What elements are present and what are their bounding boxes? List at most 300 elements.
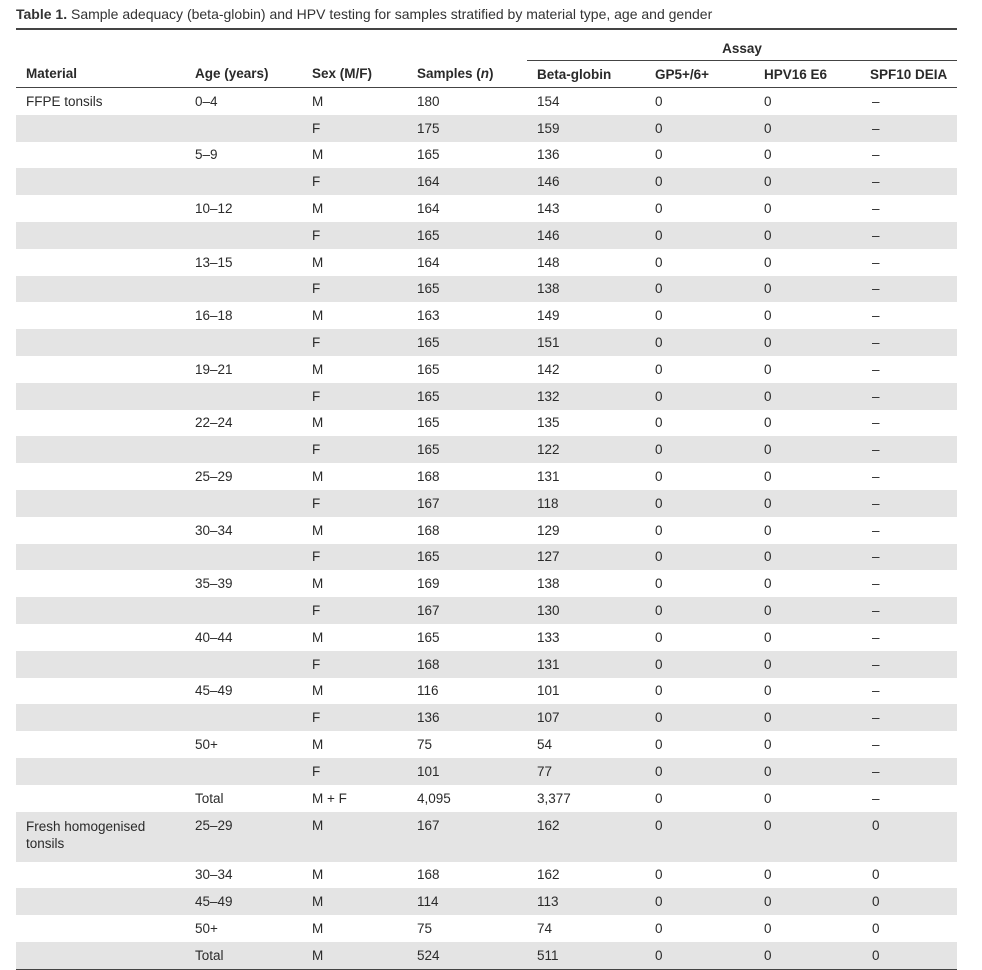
cell-beta-globin: 101 (537, 683, 560, 699)
cell-samples: 175 (407, 115, 527, 142)
table-caption (16, 6, 712, 22)
cell-age (185, 222, 302, 249)
cell-age (185, 490, 302, 517)
cell-spf10-deia: 0 (860, 812, 957, 862)
cell-samples: 169 (417, 576, 440, 592)
table-body (16, 88, 957, 970)
cell-material (16, 463, 185, 490)
cell-material (16, 142, 185, 169)
cell-samples: 165 (417, 415, 440, 431)
cell-beta-globin: 129 (537, 522, 560, 538)
cell-spf10-deia: – (860, 597, 957, 624)
col-header-gp5-6: GP5+/6+ (645, 61, 754, 88)
cell-sex: M (312, 308, 324, 324)
col-header-samples-label: Samples ( (417, 66, 481, 82)
table-row (16, 249, 957, 276)
cell-age: 22–24 (195, 415, 233, 431)
cell-samples: 116 (417, 683, 439, 699)
cell-beta-globin: 77 (527, 758, 645, 785)
cell-samples: 165 (407, 222, 527, 249)
cell-spf10-deia: 0 (860, 888, 957, 915)
cell-beta-globin: 136 (537, 147, 560, 163)
cell-age: Total (185, 942, 302, 969)
table-row (16, 678, 957, 705)
cell-spf10-deia: – (860, 490, 957, 517)
cell-sex: F (302, 329, 407, 356)
cell-gp5-6: 0 (645, 888, 754, 915)
cell-age: 30–34 (195, 522, 233, 538)
cell-sex: F (302, 597, 407, 624)
cell-gp5-6: 0 (645, 115, 754, 142)
table-row (16, 168, 957, 195)
cell-material (16, 624, 185, 651)
cell-spf10-deia: 0 (872, 921, 880, 936)
cell-spf10-deia: – (872, 415, 880, 431)
cell-spf10-deia: – (860, 383, 957, 410)
cell-material (16, 758, 185, 785)
cell-samples: 101 (407, 758, 527, 785)
cell-age (185, 276, 302, 303)
cell-gp5-6: 0 (655, 921, 663, 936)
cell-sex: M (312, 921, 324, 936)
cell-gp5-6: 0 (645, 758, 754, 785)
cell-hpv16-e6: 0 (754, 222, 860, 249)
cell-age: 16–18 (195, 308, 233, 324)
cell-gp5-6: 0 (655, 147, 663, 163)
header-spacer (16, 29, 527, 61)
cell-beta-globin: 130 (527, 597, 645, 624)
table-row (16, 812, 957, 862)
cell-sex: F (302, 115, 407, 142)
col-header-samples-close: ) (489, 66, 494, 82)
cell-sex: M (312, 629, 324, 645)
cell-material (16, 383, 185, 410)
cell-beta-globin: 122 (527, 436, 645, 463)
col-header-samples (407, 61, 527, 88)
table-row (16, 597, 957, 624)
cell-spf10-deia: – (872, 308, 880, 324)
table-row (16, 544, 957, 571)
cell-sex: M (302, 942, 407, 969)
cell-spf10-deia: – (860, 115, 957, 142)
cell-gp5-6: 0 (655, 522, 663, 538)
table-row (16, 356, 957, 383)
cell-samples: 164 (417, 201, 440, 217)
cell-spf10-deia: – (872, 737, 880, 753)
cell-beta-globin: 142 (537, 361, 560, 377)
table-caption-label: Table 1. (16, 6, 68, 22)
cell-sex: M (312, 254, 324, 270)
cell-age (185, 544, 302, 571)
cell-gp5-6: 0 (655, 576, 663, 592)
cell-hpv16-e6: 0 (754, 597, 860, 624)
cell-material (16, 115, 185, 142)
cell-beta-globin: 132 (527, 383, 645, 410)
cell-spf10-deia: – (872, 254, 880, 270)
cell-material (16, 490, 185, 517)
cell-age (185, 436, 302, 463)
cell-age: 5–9 (195, 147, 218, 163)
cell-sex: M (312, 361, 324, 377)
cell-sex: F (302, 436, 407, 463)
cell-age (185, 704, 302, 731)
col-header-material: Material (16, 61, 185, 88)
cell-sex: M (312, 522, 324, 538)
cell-spf10-deia: – (872, 576, 880, 592)
cell-gp5-6: 0 (645, 490, 754, 517)
cell-gp5-6: 0 (645, 544, 754, 571)
cell-sex: M (312, 576, 324, 592)
cell-beta-globin: 118 (527, 490, 645, 517)
cell-hpv16-e6: 0 (764, 737, 772, 753)
cell-hpv16-e6: 0 (754, 651, 860, 678)
cell-age (185, 651, 302, 678)
cell-material: Fresh homogenised tonsils (16, 812, 185, 862)
table-row (16, 276, 957, 303)
cell-samples: 75 (417, 737, 433, 753)
cell-spf10-deia: 0 (872, 867, 880, 883)
cell-hpv16-e6: 0 (754, 812, 860, 862)
cell-spf10-deia: – (872, 683, 880, 699)
cell-age: 25–29 (185, 812, 302, 862)
cell-gp5-6: 0 (655, 790, 663, 806)
cell-samples: 165 (407, 383, 527, 410)
cell-gp5-6: 0 (645, 942, 754, 969)
cell-age: 50+ (195, 737, 218, 753)
cell-hpv16-e6: 0 (754, 329, 860, 356)
cell-gp5-6: 0 (655, 867, 663, 883)
cell-beta-globin: 131 (527, 651, 645, 678)
cell-spf10-deia: – (860, 168, 957, 195)
cell-samples: 165 (417, 629, 440, 645)
cell-age: Total (195, 790, 224, 806)
data-table (16, 28, 957, 970)
cell-gp5-6: 0 (655, 308, 663, 324)
cell-hpv16-e6: 0 (764, 201, 772, 217)
cell-gp5-6: 0 (645, 276, 754, 303)
cell-gp5-6: 0 (655, 415, 663, 431)
cell-sex: M (312, 93, 324, 109)
cell-age (185, 383, 302, 410)
cell-hpv16-e6: 0 (764, 867, 772, 883)
cell-sex: F (302, 758, 407, 785)
cell-age (185, 597, 302, 624)
cell-gp5-6: 0 (645, 651, 754, 678)
cell-sex: M (312, 737, 324, 753)
cell-samples: 167 (407, 597, 527, 624)
cell-hpv16-e6: 0 (764, 683, 772, 699)
cell-age (185, 168, 302, 195)
cell-hpv16-e6: 0 (754, 758, 860, 785)
cell-spf10-deia: – (860, 436, 957, 463)
cell-sex: F (302, 168, 407, 195)
cell-age (185, 758, 302, 785)
cell-hpv16-e6: 0 (754, 544, 860, 571)
cell-hpv16-e6: 0 (764, 93, 772, 109)
cell-hpv16-e6: 0 (764, 415, 772, 431)
cell-hpv16-e6: 0 (754, 436, 860, 463)
cell-gp5-6: 0 (645, 329, 754, 356)
cell-gp5-6: 0 (655, 469, 663, 485)
cell-age: 35–39 (195, 576, 233, 592)
cell-beta-globin: 131 (537, 469, 560, 485)
cell-material: FFPE tonsils (26, 93, 103, 109)
cell-spf10-deia: – (872, 469, 880, 485)
cell-beta-globin: 138 (527, 276, 645, 303)
cell-spf10-deia: – (872, 790, 880, 806)
cell-spf10-deia: 0 (860, 942, 957, 969)
cell-samples: 180 (417, 93, 440, 109)
table-header (16, 29, 957, 88)
cell-age: 0–4 (195, 93, 218, 109)
table-row (16, 195, 957, 222)
cell-gp5-6: 0 (645, 597, 754, 624)
cell-sex: M (312, 683, 324, 699)
cell-samples: 167 (407, 812, 527, 862)
cell-samples: 165 (407, 436, 527, 463)
cell-hpv16-e6: 0 (764, 308, 772, 324)
cell-age: 13–15 (195, 254, 233, 270)
cell-hpv16-e6: 0 (764, 576, 772, 592)
cell-spf10-deia: – (860, 276, 957, 303)
cell-gp5-6: 0 (645, 222, 754, 249)
cell-material (16, 517, 185, 544)
cell-samples: 168 (417, 469, 440, 485)
cell-material (16, 410, 185, 437)
cell-hpv16-e6: 0 (764, 921, 772, 936)
col-header-spf10-deia: SPF10 DEIA (860, 61, 957, 88)
cell-spf10-deia: – (872, 629, 880, 645)
cell-samples: 165 (417, 147, 440, 163)
cell-material (16, 862, 185, 889)
cell-material (16, 597, 185, 624)
cell-material (16, 704, 185, 731)
cell-beta-globin: 162 (537, 867, 560, 883)
col-header-beta-globin: Beta-globin (527, 61, 645, 88)
cell-sex: F (302, 490, 407, 517)
cell-sex: M (302, 812, 407, 862)
cell-age: 45–49 (185, 888, 302, 915)
table-row (16, 862, 957, 889)
cell-spf10-deia: – (860, 704, 957, 731)
cell-beta-globin: 154 (537, 93, 560, 109)
cell-samples: 165 (407, 276, 527, 303)
col-header-samples-n: n (480, 66, 490, 82)
cell-material (16, 544, 185, 571)
cell-hpv16-e6: 0 (754, 490, 860, 517)
cell-gp5-6: 0 (645, 168, 754, 195)
cell-beta-globin: 3,377 (537, 790, 571, 806)
table-row (16, 463, 957, 490)
table-row (16, 115, 957, 142)
cell-samples: 136 (407, 704, 527, 731)
cell-gp5-6: 0 (655, 737, 663, 753)
cell-spf10-deia: – (860, 758, 957, 785)
table-row (16, 517, 957, 544)
cell-gp5-6: 0 (655, 683, 663, 699)
cell-samples: 114 (407, 888, 527, 915)
cell-gp5-6: 0 (645, 436, 754, 463)
table-row (16, 490, 957, 517)
table-row (16, 436, 957, 463)
cell-material (16, 356, 185, 383)
cell-spf10-deia: – (872, 201, 880, 217)
cell-age (185, 115, 302, 142)
cell-material (16, 249, 185, 276)
cell-sex: M (312, 201, 324, 217)
cell-sex: M (312, 469, 324, 485)
cell-material (16, 276, 185, 303)
cell-gp5-6: 0 (655, 629, 663, 645)
cell-samples: 168 (417, 522, 440, 538)
table-row (16, 915, 957, 942)
cell-material (16, 302, 185, 329)
cell-hpv16-e6: 0 (764, 469, 772, 485)
cell-hpv16-e6: 0 (764, 254, 772, 270)
cell-samples: 165 (407, 544, 527, 571)
cell-gp5-6: 0 (655, 201, 663, 217)
cell-material (16, 785, 185, 812)
cell-samples: 4,095 (417, 790, 451, 806)
cell-beta-globin: 138 (537, 576, 560, 592)
cell-material (16, 915, 185, 942)
cell-spf10-deia: – (860, 544, 957, 571)
cell-hpv16-e6: 0 (764, 147, 772, 163)
cell-samples: 168 (417, 867, 440, 883)
cell-beta-globin: 146 (527, 222, 645, 249)
cell-sex: M (302, 888, 407, 915)
cell-material (16, 651, 185, 678)
cell-sex: F (302, 651, 407, 678)
cell-hpv16-e6: 0 (754, 115, 860, 142)
table-row (16, 570, 957, 597)
cell-samples: 163 (417, 308, 440, 324)
cell-beta-globin: 127 (527, 544, 645, 571)
cell-material (16, 678, 185, 705)
cell-age (185, 329, 302, 356)
cell-beta-globin: 151 (527, 329, 645, 356)
cell-beta-globin: 135 (537, 415, 560, 431)
cell-sex: M + F (312, 790, 347, 806)
cell-material (16, 329, 185, 356)
cell-sex: F (302, 544, 407, 571)
col-header-age: Age (years) (185, 61, 302, 88)
cell-material (16, 222, 185, 249)
cell-hpv16-e6: 0 (764, 790, 772, 806)
cell-samples: 167 (407, 490, 527, 517)
cell-samples: 164 (417, 254, 440, 270)
cell-material (16, 195, 185, 222)
table-row (16, 624, 957, 651)
cell-age: 19–21 (195, 361, 233, 377)
cell-sex: M (312, 415, 324, 431)
cell-sex: F (302, 383, 407, 410)
table-row (16, 758, 957, 785)
cell-hpv16-e6: 0 (754, 168, 860, 195)
cell-samples: 165 (407, 329, 527, 356)
col-header-hpv16-e6: HPV16 E6 (754, 61, 860, 88)
cell-age: 50+ (195, 921, 218, 936)
cell-samples: 524 (407, 942, 527, 969)
table-caption-text: Sample adequacy (beta-globin) and HPV testing for samples stratified by material type, age and gender (67, 6, 713, 22)
cell-gp5-6: 0 (655, 254, 663, 270)
table-row (16, 88, 957, 115)
cell-hpv16-e6: 0 (754, 276, 860, 303)
cell-sex: F (302, 276, 407, 303)
cell-beta-globin: 143 (537, 201, 560, 217)
cell-age: 25–29 (195, 469, 233, 485)
cell-samples: 168 (407, 651, 527, 678)
cell-beta-globin: 107 (527, 704, 645, 731)
cell-beta-globin: 149 (537, 308, 560, 324)
table-row (16, 651, 957, 678)
table-row (16, 888, 957, 915)
cell-spf10-deia: – (860, 222, 957, 249)
cell-gp5-6: 0 (655, 361, 663, 377)
cell-sex: M (312, 867, 324, 883)
cell-beta-globin: 133 (537, 629, 560, 645)
cell-spf10-deia: – (872, 361, 880, 377)
cell-beta-globin: 74 (537, 921, 553, 936)
table-row (16, 329, 957, 356)
cell-beta-globin: 146 (527, 168, 645, 195)
table-row (16, 222, 957, 249)
cell-hpv16-e6: 0 (754, 704, 860, 731)
cell-material (16, 436, 185, 463)
cell-spf10-deia: – (860, 651, 957, 678)
cell-samples: 75 (417, 921, 433, 936)
cell-beta-globin: 148 (537, 254, 560, 270)
table-row (16, 731, 957, 758)
cell-hpv16-e6: 0 (754, 942, 860, 969)
cell-beta-globin: 159 (527, 115, 645, 142)
cell-samples: 164 (407, 168, 527, 195)
table-row (16, 704, 957, 731)
cell-sex: M (312, 147, 324, 163)
cell-samples: 165 (417, 361, 440, 377)
cell-hpv16-e6: 0 (754, 888, 860, 915)
cell-sex: F (302, 222, 407, 249)
table-row (16, 142, 957, 169)
cell-age: 10–12 (195, 201, 233, 217)
cell-beta-globin: 54 (537, 737, 553, 753)
cell-spf10-deia: – (860, 329, 957, 356)
table-row (16, 785, 957, 812)
cell-beta-globin: 511 (527, 942, 645, 969)
table-row (16, 383, 957, 410)
table-row (16, 302, 957, 329)
cell-beta-globin: 113 (527, 888, 645, 915)
cell-age: 45–49 (195, 683, 233, 699)
cell-age: 40–44 (195, 629, 233, 645)
cell-material (16, 168, 185, 195)
cell-hpv16-e6: 0 (764, 629, 772, 645)
cell-gp5-6: 0 (655, 93, 663, 109)
table-row (16, 410, 957, 437)
cell-sex: F (302, 704, 407, 731)
cell-gp5-6: 0 (645, 704, 754, 731)
header-group-assay: Assay (527, 29, 957, 61)
cell-material (16, 570, 185, 597)
cell-hpv16-e6: 0 (764, 522, 772, 538)
cell-gp5-6: 0 (645, 383, 754, 410)
cell-material (16, 888, 185, 915)
cell-spf10-deia: – (872, 522, 880, 538)
col-header-sex: Sex (M/F) (302, 61, 407, 88)
cell-beta-globin: 162 (527, 812, 645, 862)
cell-material (16, 731, 185, 758)
cell-age: 30–34 (195, 867, 233, 883)
